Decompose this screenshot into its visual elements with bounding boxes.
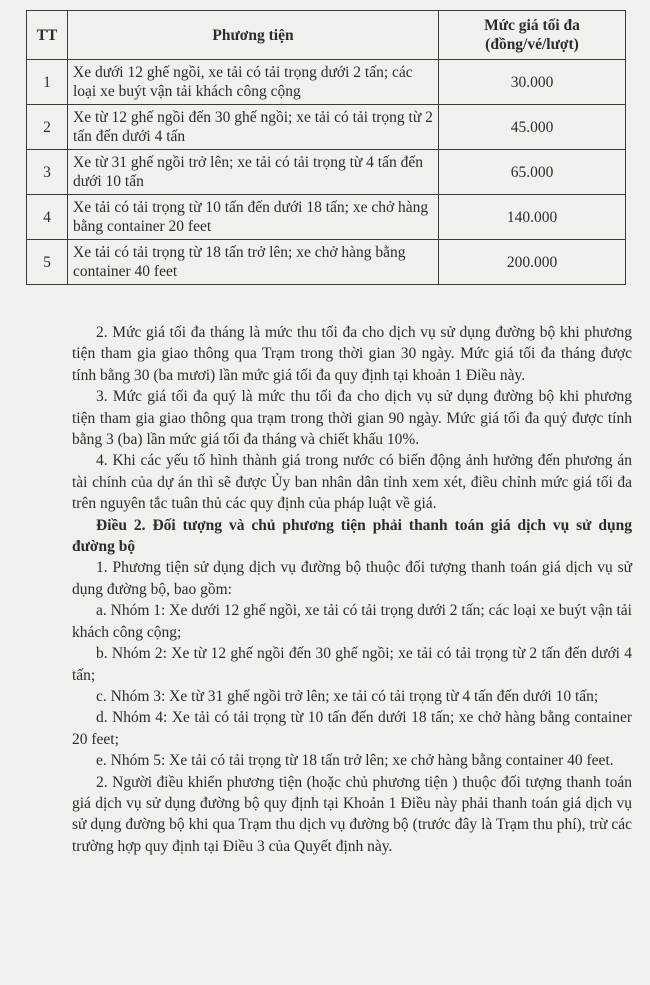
- header-vehicle: Phương tiện: [68, 11, 439, 60]
- table-row: [27, 60, 626, 105]
- row-price: 30.000: [439, 60, 626, 105]
- row-price: 140.000: [439, 195, 626, 240]
- row-vehicle: Xe dưới 12 ghế ngồi, xe tải có tải trọng dưới 2 tấn; các loại xe buýt vận tải khách công cộng: [68, 60, 439, 105]
- row-price: 45.000: [439, 105, 626, 150]
- article-2-heading: Điều 2. Đối tượng và chủ phương tiện phải thanh toán giá dịch vụ sử dụng đường bộ: [72, 516, 632, 556]
- table-header-row: [27, 11, 626, 60]
- table-row: [27, 240, 626, 285]
- paragraph-group-2: b. Nhóm 2: Xe từ 12 ghế ngồi đến 30 ghế ngồi; xe tải có tải trọng từ 2 tấn đến dưới 4 tấn;: [72, 645, 632, 684]
- row-tt: 4: [27, 195, 68, 240]
- price-table: [26, 10, 626, 285]
- paragraph-price-adjustment: 4. Khi các yếu tố hình thành giá trong nước có biến động ảnh hưởng đến phương án tài chính của dự án thì sẽ được Ủy ban nhân dân tỉnh xem xét, điều chỉnh mức giá tối đa trên nguyên tắc tuân thủ các quy định của pháp luật về giá.: [72, 452, 632, 513]
- row-tt: 3: [27, 150, 68, 195]
- paragraph-group-4: d. Nhóm 4: Xe tải có tải trọng từ 10 tấn đến dưới 18 tấn; xe chở hàng bằng container 20 feet;: [72, 709, 632, 748]
- body-text: [72, 322, 632, 857]
- paragraph-quarterly-price: 3. Mức giá tối đa quý là mức thu tối đa cho dịch vụ sử dụng đường bộ khi phương tiện tham gia giao thông qua trạm trong thời gian 90 ngày. Mức giá tối đa quý được tính bằng 3 (ba) lần mức giá tối đa tháng và chiết khấu 10%.: [72, 388, 632, 449]
- row-price: 65.000: [439, 150, 626, 195]
- paragraph-group-3: c. Nhóm 3: Xe từ 31 ghế ngồi trở lên; xe tải có tải trọng từ 4 tấn đến dưới 10 tấn;: [96, 687, 599, 705]
- paragraph-group-5: e. Nhóm 5: Xe tải có tải trọng từ 18 tấn trở lên; xe chở hàng bằng container 40 feet.: [96, 752, 614, 770]
- row-vehicle: Xe từ 31 ghế ngồi trở lên; xe tải có tải trọng từ 4 tấn đến dưới 10 tấn: [68, 150, 439, 195]
- header-price-line2: (đồng/vé/lượt): [485, 36, 579, 53]
- table-row: [27, 195, 626, 240]
- table-row: [27, 150, 626, 195]
- row-vehicle: Xe tải có tải trọng từ 10 tấn đến dưới 18 tấn; xe chở hàng bằng container 20 feet: [68, 195, 439, 240]
- row-vehicle: Xe tải có tải trọng từ 18 tấn trở lên; xe chở hàng bằng container 40 feet: [68, 240, 439, 285]
- row-tt: 2: [27, 105, 68, 150]
- row-tt: 1: [27, 60, 68, 105]
- row-tt: 5: [27, 240, 68, 285]
- paragraph-monthly-price: 2. Mức giá tối đa tháng là mức thu tối đa cho dịch vụ sử dụng đường bộ khi phương tiện tham gia giao thông qua Trạm trong thời gian 30 ngày. Mức giá tối đa tháng được tính bằng 30 (ba mươi) lần mức giá tối đa quy định tại khoản 1 Điều này.: [72, 324, 632, 384]
- header-price: [439, 11, 626, 60]
- header-tt: TT: [27, 11, 68, 60]
- paragraph-driver-obligation: 2. Người điều khiển phương tiện (hoặc chủ phương tiện ) thuộc đối tượng thanh toán giá dịch vụ sử dụng đường bộ quy định tại Khoản 1 Điều này phải thanh toán giá dịch vụ sử dụng đường bộ khi qua Trạm thu dịch vụ đường bộ (trước đây là Trạm thu phí), trừ các trường hợp quy định tại Điều 3 của Quyết định này.: [72, 773, 632, 855]
- header-price-line1: Mức giá tối đa: [484, 17, 580, 34]
- table-row: [27, 105, 626, 150]
- paragraph-vehicle-scope: 1. Phương tiện sử dụng dịch vụ đường bộ thuộc đối tượng thanh toán giá dịch vụ sử dụng đường bộ, bao gồm:: [72, 559, 632, 598]
- row-price: 200.000: [439, 240, 626, 285]
- paragraph-group-1: a. Nhóm 1: Xe dưới 12 ghế ngồi, xe tải có tải trọng dưới 2 tấn; các loại xe buýt vận tải khách công cộng;: [72, 602, 632, 641]
- row-vehicle: Xe từ 12 ghế ngồi đến 30 ghế ngồi; xe tải có tải trọng từ 2 tấn đến dưới 4 tấn: [68, 105, 439, 150]
